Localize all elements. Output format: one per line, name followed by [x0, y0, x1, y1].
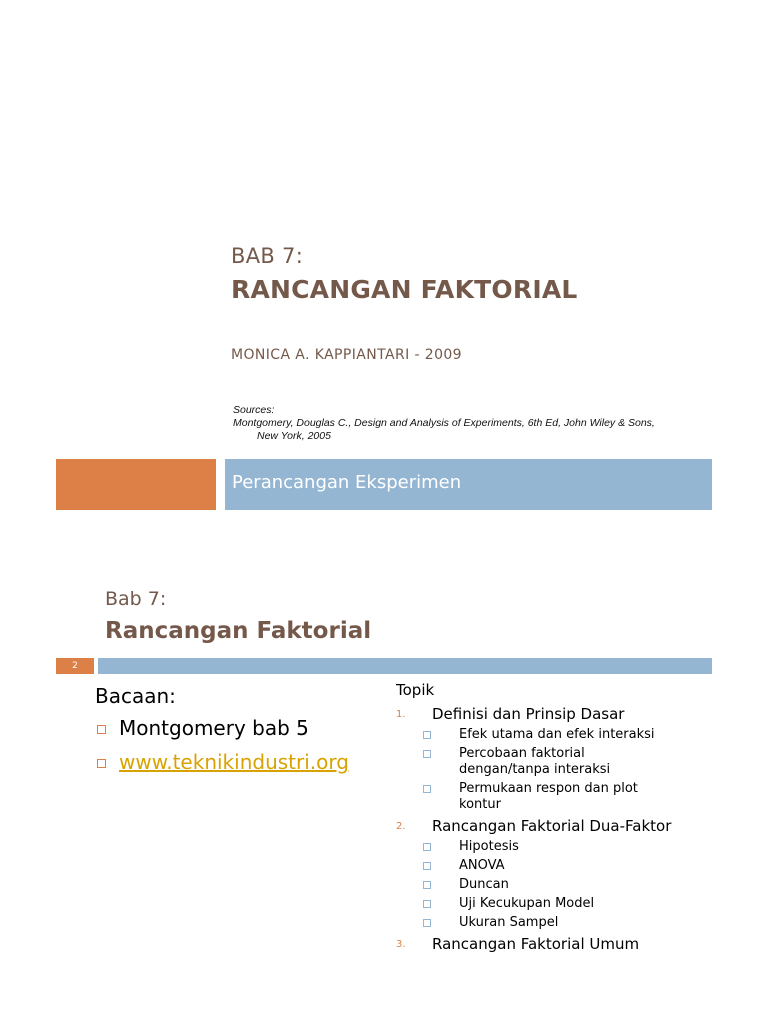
course-name: Perancangan Eksperimen: [232, 472, 462, 493]
square-bullet-icon: [423, 843, 431, 851]
sources-label: Sources:: [233, 404, 275, 416]
square-bullet-icon: [423, 785, 431, 793]
content-slide: [0, 530, 768, 1024]
square-bullet-icon: [97, 759, 106, 768]
subtopic-item: [396, 746, 649, 778]
subtopic-item: [396, 915, 716, 931]
subtopic-label: Permukaan respon dan plot kontur: [459, 781, 638, 812]
topic-number: 1.: [396, 709, 406, 720]
subtopic-item: [396, 877, 716, 893]
topic-number: 2.: [396, 821, 406, 832]
square-bullet-icon: [97, 725, 106, 734]
page-number-badge: 2: [56, 658, 94, 674]
subtopic-label: Ukuran Sampel: [459, 915, 559, 930]
topic-item: [396, 934, 716, 954]
subtopic-item: [396, 896, 716, 912]
reading-item-label: Montgomery bab 5: [119, 716, 309, 740]
topic-label: Definisi dan Prinsip Dasar: [432, 705, 625, 723]
topic-item: [396, 816, 716, 836]
header-divider-bar: [98, 658, 712, 674]
square-bullet-icon: [423, 881, 431, 889]
subtopic-label: Percobaan faktorial dengan/tanpa interaksi: [459, 746, 611, 777]
square-bullet-icon: [423, 919, 431, 927]
topic-number: 3.: [396, 939, 406, 950]
reading-item: [95, 716, 349, 750]
chapter-label: Bab 7:: [105, 588, 167, 610]
subtopic-label: ANOVA: [459, 858, 505, 873]
topics-heading: Topik: [396, 681, 435, 699]
teknikindustri-link[interactable]: www.teknikindustri.org: [119, 750, 349, 774]
author-line: MONICA A. KAPPIANTARI - 2009: [231, 347, 462, 363]
reading-heading: Bacaan:: [95, 684, 176, 708]
square-bullet-icon: [423, 731, 431, 739]
chapter-label: BAB 7:: [231, 244, 304, 268]
sources-block: [233, 404, 693, 443]
slide-title: RANCANGAN FAKTORIAL: [231, 275, 578, 304]
square-bullet-icon: [423, 900, 431, 908]
subtopic-item: [396, 839, 716, 855]
square-bullet-icon: [423, 750, 431, 758]
square-bullet-icon: [423, 862, 431, 870]
subtopic-label: Duncan: [459, 877, 509, 892]
reading-list: [95, 716, 349, 784]
topic-item: [396, 704, 716, 724]
sources-citation-line2: New York, 2005: [257, 430, 331, 442]
subtopic-item: [396, 858, 716, 874]
slide-title: Rancangan Faktorial: [105, 618, 372, 644]
subtopic-item: [396, 727, 716, 743]
subtopic-label: Hipotesis: [459, 839, 519, 854]
subtopic-label: Efek utama dan efek interaksi: [459, 727, 655, 742]
orange-accent-block: [56, 459, 216, 510]
subtopic-item: [396, 781, 659, 813]
subtopic-label: Uji Kecukupan Model: [459, 896, 595, 911]
reading-item[interactable]: [95, 750, 349, 784]
sources-citation-line1: Montgomery, Douglas C., Design and Analysis of Experiments, 6th Ed, John Wiley & Sons,: [233, 417, 655, 429]
topic-label: Rancangan Faktorial Umum: [432, 935, 640, 953]
topic-label: Rancangan Faktorial Dua-Faktor: [432, 817, 672, 835]
topics-list: [396, 704, 716, 957]
